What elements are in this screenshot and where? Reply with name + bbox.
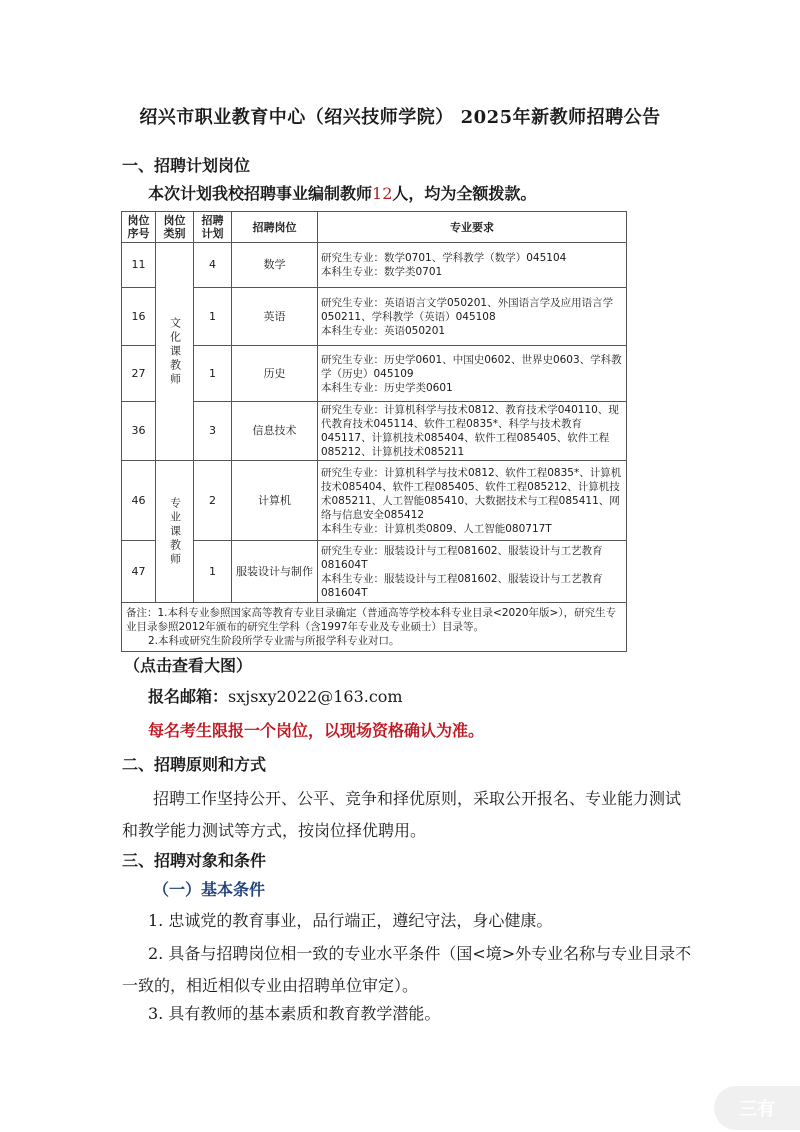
intro-paragraph [148, 180, 536, 208]
email-address[interactable]: sxjsxy2022@163.com [228, 687, 403, 706]
table-row [122, 346, 627, 402]
requirement-line: 本科生专业：计算机类0809、人工智能080717T [321, 522, 552, 535]
table-row [122, 288, 627, 346]
note-line: 备注：1.本科专业参照国家高等教育专业目录确定（普通高等学校本科专业目录<2020年版>），研究生专业目录参照2012年颁布的研究生学科（含1997年专业及专业硕士）目录等。 [126, 607, 617, 633]
intro-before: 本次计划我校招聘事业编制教师 [148, 184, 373, 203]
table-header-row [122, 212, 627, 243]
post-name: 英语 [232, 288, 318, 346]
table-row [122, 541, 627, 603]
category-label: 文化课教师 [168, 316, 182, 387]
header-requirements: 专业要求 [318, 212, 627, 243]
condition-item: 2. 具备与招聘岗位相一致的专业水平条件（国<境>外专业名称与专业目录不一致的，相近相似专业由招聘单位审定）。 [122, 944, 692, 995]
section-heading-3: 三、招聘对象和条件 [122, 851, 267, 870]
header-post-name: 招聘岗位 [232, 212, 318, 243]
plan-count: 4 [194, 243, 232, 288]
requirement-line: 本科生专业：英语050201 [321, 324, 446, 337]
email-label: 报名邮箱： [148, 687, 229, 706]
watermark-badge: 三有 [714, 1086, 800, 1130]
requirement-line: 本科生专业：服装设计与工程081602、服装设计与工艺教育081604T [321, 572, 603, 599]
post-id: 36 [122, 402, 156, 461]
header-post-category: 岗位类别 [156, 212, 194, 243]
requirement-line: 研究生专业：计算机科学与技术0812、软件工程0835*、计算机技术085404、软件工程085405、软件工程085212、计算机技术085211、人工智能085410、大数据技术与工程085411、网络与信息安全085412 [321, 466, 622, 521]
plan-count: 2 [194, 461, 232, 541]
condition-item: 3. 具有教师的基本素质和教育教学潜能。 [148, 1004, 441, 1023]
limit-note: 每名考生限报一个岗位，以现场资格确认为准。 [148, 721, 485, 740]
plan-count: 3 [194, 402, 232, 461]
post-id: 46 [122, 461, 156, 541]
post-name: 历史 [232, 346, 318, 402]
requirement-line: 研究生专业：英语语言文学050201、外国语言学及应用语言学050211、学科教学（英语）045108 [321, 296, 614, 323]
post-name: 信息技术 [232, 402, 318, 461]
category-cell [156, 243, 194, 461]
table-note [122, 603, 627, 652]
intro-after: 人，均为全额拨款。 [392, 184, 537, 203]
requirement-line: 研究生专业：数学0701、学科教学（数学）045104 [321, 252, 567, 264]
requirements-cell [318, 402, 627, 461]
subsection-heading-1: （一）基本条件 [153, 880, 266, 899]
post-name: 服装设计与制作 [232, 541, 318, 603]
table-row [122, 461, 627, 541]
table-note-row [122, 603, 627, 652]
header-plan-count: 招聘计划 [194, 212, 232, 243]
requirements-cell [318, 243, 627, 288]
post-id: 27 [122, 346, 156, 402]
requirement-line: 研究生专业：历史学0601、中国史0602、世界史0603、学科教学（历史）045109 [321, 353, 622, 380]
requirement-line: 本科生专业：历史学类0601 [321, 381, 453, 394]
requirements-cell [318, 541, 627, 603]
recruitment-plan-table[interactable] [121, 211, 627, 652]
requirement-line: 研究生专业：计算机科学与技术0812、教育技术学040110、现代教育技术045114、软件工程0835*、科学与技术教育045117、计算机技术085404、软件工程085405、软件工程085212、计算机技术085211 [321, 404, 619, 458]
category-label: 专业课教师 [168, 496, 182, 567]
table-row [122, 402, 627, 461]
post-name: 计算机 [232, 461, 318, 541]
post-name: 数学 [232, 243, 318, 288]
page-title: 绍兴市职业教育中心（绍兴技师学院） 2025年新教师招聘公告 [139, 107, 661, 128]
note-line: 2.本科或研究生阶段所学专业需与所报学科专业对口。 [148, 635, 400, 647]
post-id: 47 [122, 541, 156, 603]
plan-count: 1 [194, 288, 232, 346]
requirements-cell [318, 288, 627, 346]
principle-paragraph: 招聘工作坚持公开、公平、竞争和择优原则，采取公开报名、专业能力测试和教学能力测试等方式，按岗位择优聘用。 [122, 789, 682, 840]
intro-count: 12 [372, 184, 393, 203]
requirement-line: 本科生专业：数学类0701 [321, 266, 443, 278]
header-post-id: 岗位序号 [122, 212, 156, 243]
requirement-line: 研究生专业：服装设计与工程081602、服装设计与工艺教育081604T [321, 544, 603, 571]
requirements-cell [318, 461, 627, 541]
section-heading-1: 一、招聘计划岗位 [122, 156, 251, 175]
condition-item: 1. 忠诚党的教育事业，品行端正，遵纪守法，身心健康。 [148, 911, 553, 930]
requirements-cell [318, 346, 627, 402]
category-cell [156, 461, 194, 603]
view-large-link[interactable]: （点击查看大图） [124, 656, 253, 675]
plan-count: 1 [194, 346, 232, 402]
post-id: 16 [122, 288, 156, 346]
post-id: 11 [122, 243, 156, 288]
email-line [148, 683, 403, 711]
section-heading-2: 二、招聘原则和方式 [122, 755, 267, 774]
table-row [122, 243, 627, 288]
plan-count: 1 [194, 541, 232, 603]
